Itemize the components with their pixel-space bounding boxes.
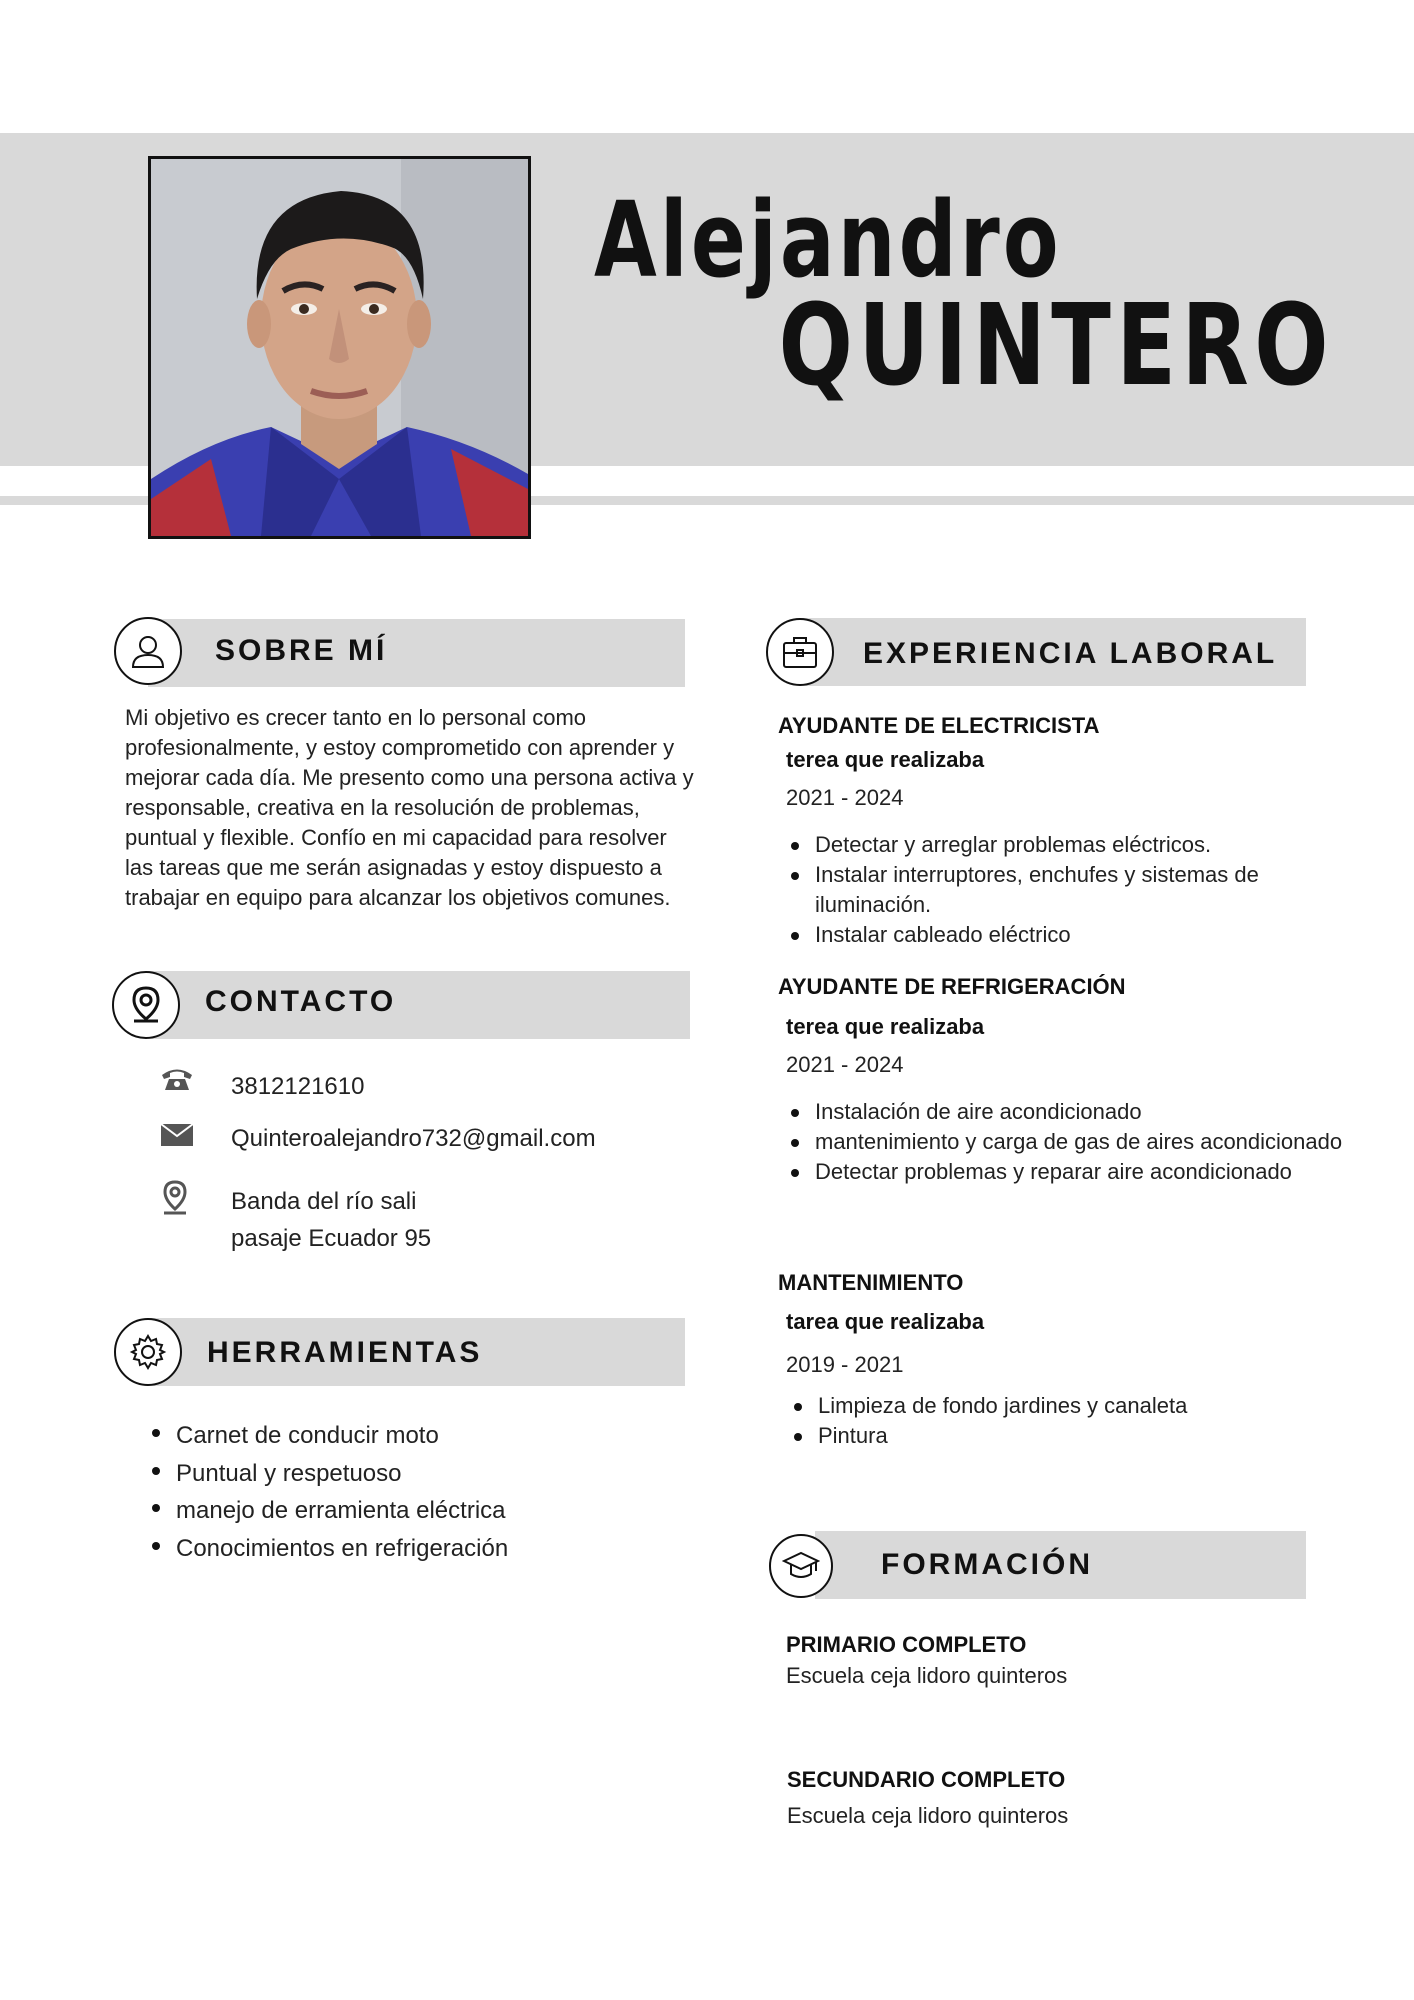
- graduation-cap-icon: [769, 1534, 833, 1598]
- list-item: Detectar problemas y reparar aire acondicionado: [787, 1157, 1347, 1187]
- list-item: mantenimiento y carga de gas de aires acondicionado: [787, 1127, 1347, 1157]
- education-degree: PRIMARIO COMPLETO: [786, 1632, 1027, 1657]
- contact-title: CONTACTO: [205, 985, 397, 1018]
- job-subtitle: tarea que realizaba: [786, 1309, 985, 1334]
- tools-list: [148, 1417, 708, 1567]
- education-degree: SECUNDARIO COMPLETO: [787, 1767, 1066, 1792]
- list-item: Limpieza de fondo jardines y canaleta: [790, 1391, 1350, 1421]
- list-item: Instalar cableado eléctrico: [787, 920, 1347, 950]
- education-school: Escuela ceja lidoro quinteros: [786, 1663, 1068, 1688]
- phone-icon: [159, 1064, 195, 1094]
- location-pin-icon: [112, 971, 180, 1039]
- job-title: MANTENIMIENTO: [778, 1270, 964, 1295]
- job-years: 2021 - 2024: [786, 785, 904, 810]
- portrait-illustration: [151, 159, 528, 536]
- job-tasks: [787, 1097, 1347, 1187]
- contact-email: Quinteroalejandro732@gmail.com: [231, 1125, 596, 1152]
- list-item: manejo de erramienta eléctrica: [148, 1492, 708, 1530]
- list-item: Instalar interruptores, enchufes y sistemas de iluminación.: [787, 860, 1347, 920]
- profile-photo: [148, 156, 531, 539]
- tools-title: HERRAMIENTAS: [207, 1336, 483, 1369]
- job-title: AYUDANTE DE REFRIGERACIÓN: [778, 974, 1126, 999]
- contact-address-line1: Banda del río sali: [231, 1188, 417, 1215]
- education-title: FORMACIÓN: [881, 1548, 1093, 1581]
- first-name: Alejandro: [594, 179, 1062, 301]
- list-item: Instalación de aire acondicionado: [787, 1097, 1347, 1127]
- job-years: 2019 - 2021: [786, 1352, 904, 1377]
- about-title: SOBRE MÍ: [215, 634, 388, 667]
- job-title: AYUDANTE DE ELECTRICISTA: [778, 713, 1100, 738]
- email-icon: [159, 1120, 195, 1150]
- job-tasks: [790, 1391, 1350, 1451]
- list-item: Pintura: [790, 1421, 1350, 1451]
- about-text: Mi objetivo es crecer tanto en lo personal como profesionalmente, y estoy comprometido con aprender y mejorar cada día. Me presento como una persona activa y responsable, creativa en la resolución de problemas, puntual y flexible. Confío en mi capacidad para resolver las tareas que me serán asignadas y estoy dispuesto a trabajar en equipo para alcanzar los objetivos comunes.: [125, 705, 694, 910]
- list-item: Detectar y arreglar problemas eléctricos.: [787, 830, 1347, 860]
- contact-address-line2: pasaje Ecuador 95: [231, 1225, 432, 1252]
- job-tasks: [787, 830, 1347, 950]
- user-icon: [114, 617, 182, 685]
- contact-phone: 3812121610: [231, 1073, 365, 1100]
- gear-icon: [114, 1318, 182, 1386]
- list-item: Puntual y respetuoso: [148, 1455, 708, 1493]
- last-name: QUINTERO: [778, 281, 1334, 411]
- job-years: 2021 - 2024: [786, 1052, 904, 1077]
- briefcase-icon: [766, 618, 834, 686]
- job-subtitle: terea que realizaba: [786, 1014, 985, 1039]
- job-subtitle: terea que realizaba: [786, 747, 985, 772]
- list-item: Carnet de conducir moto: [148, 1417, 708, 1455]
- map-pin-icon: [157, 1183, 193, 1213]
- experience-title: EXPERIENCIA LABORAL: [863, 637, 1278, 670]
- list-item: Conocimientos en refrigeración: [148, 1530, 708, 1568]
- education-school: Escuela ceja lidoro quinteros: [787, 1803, 1069, 1828]
